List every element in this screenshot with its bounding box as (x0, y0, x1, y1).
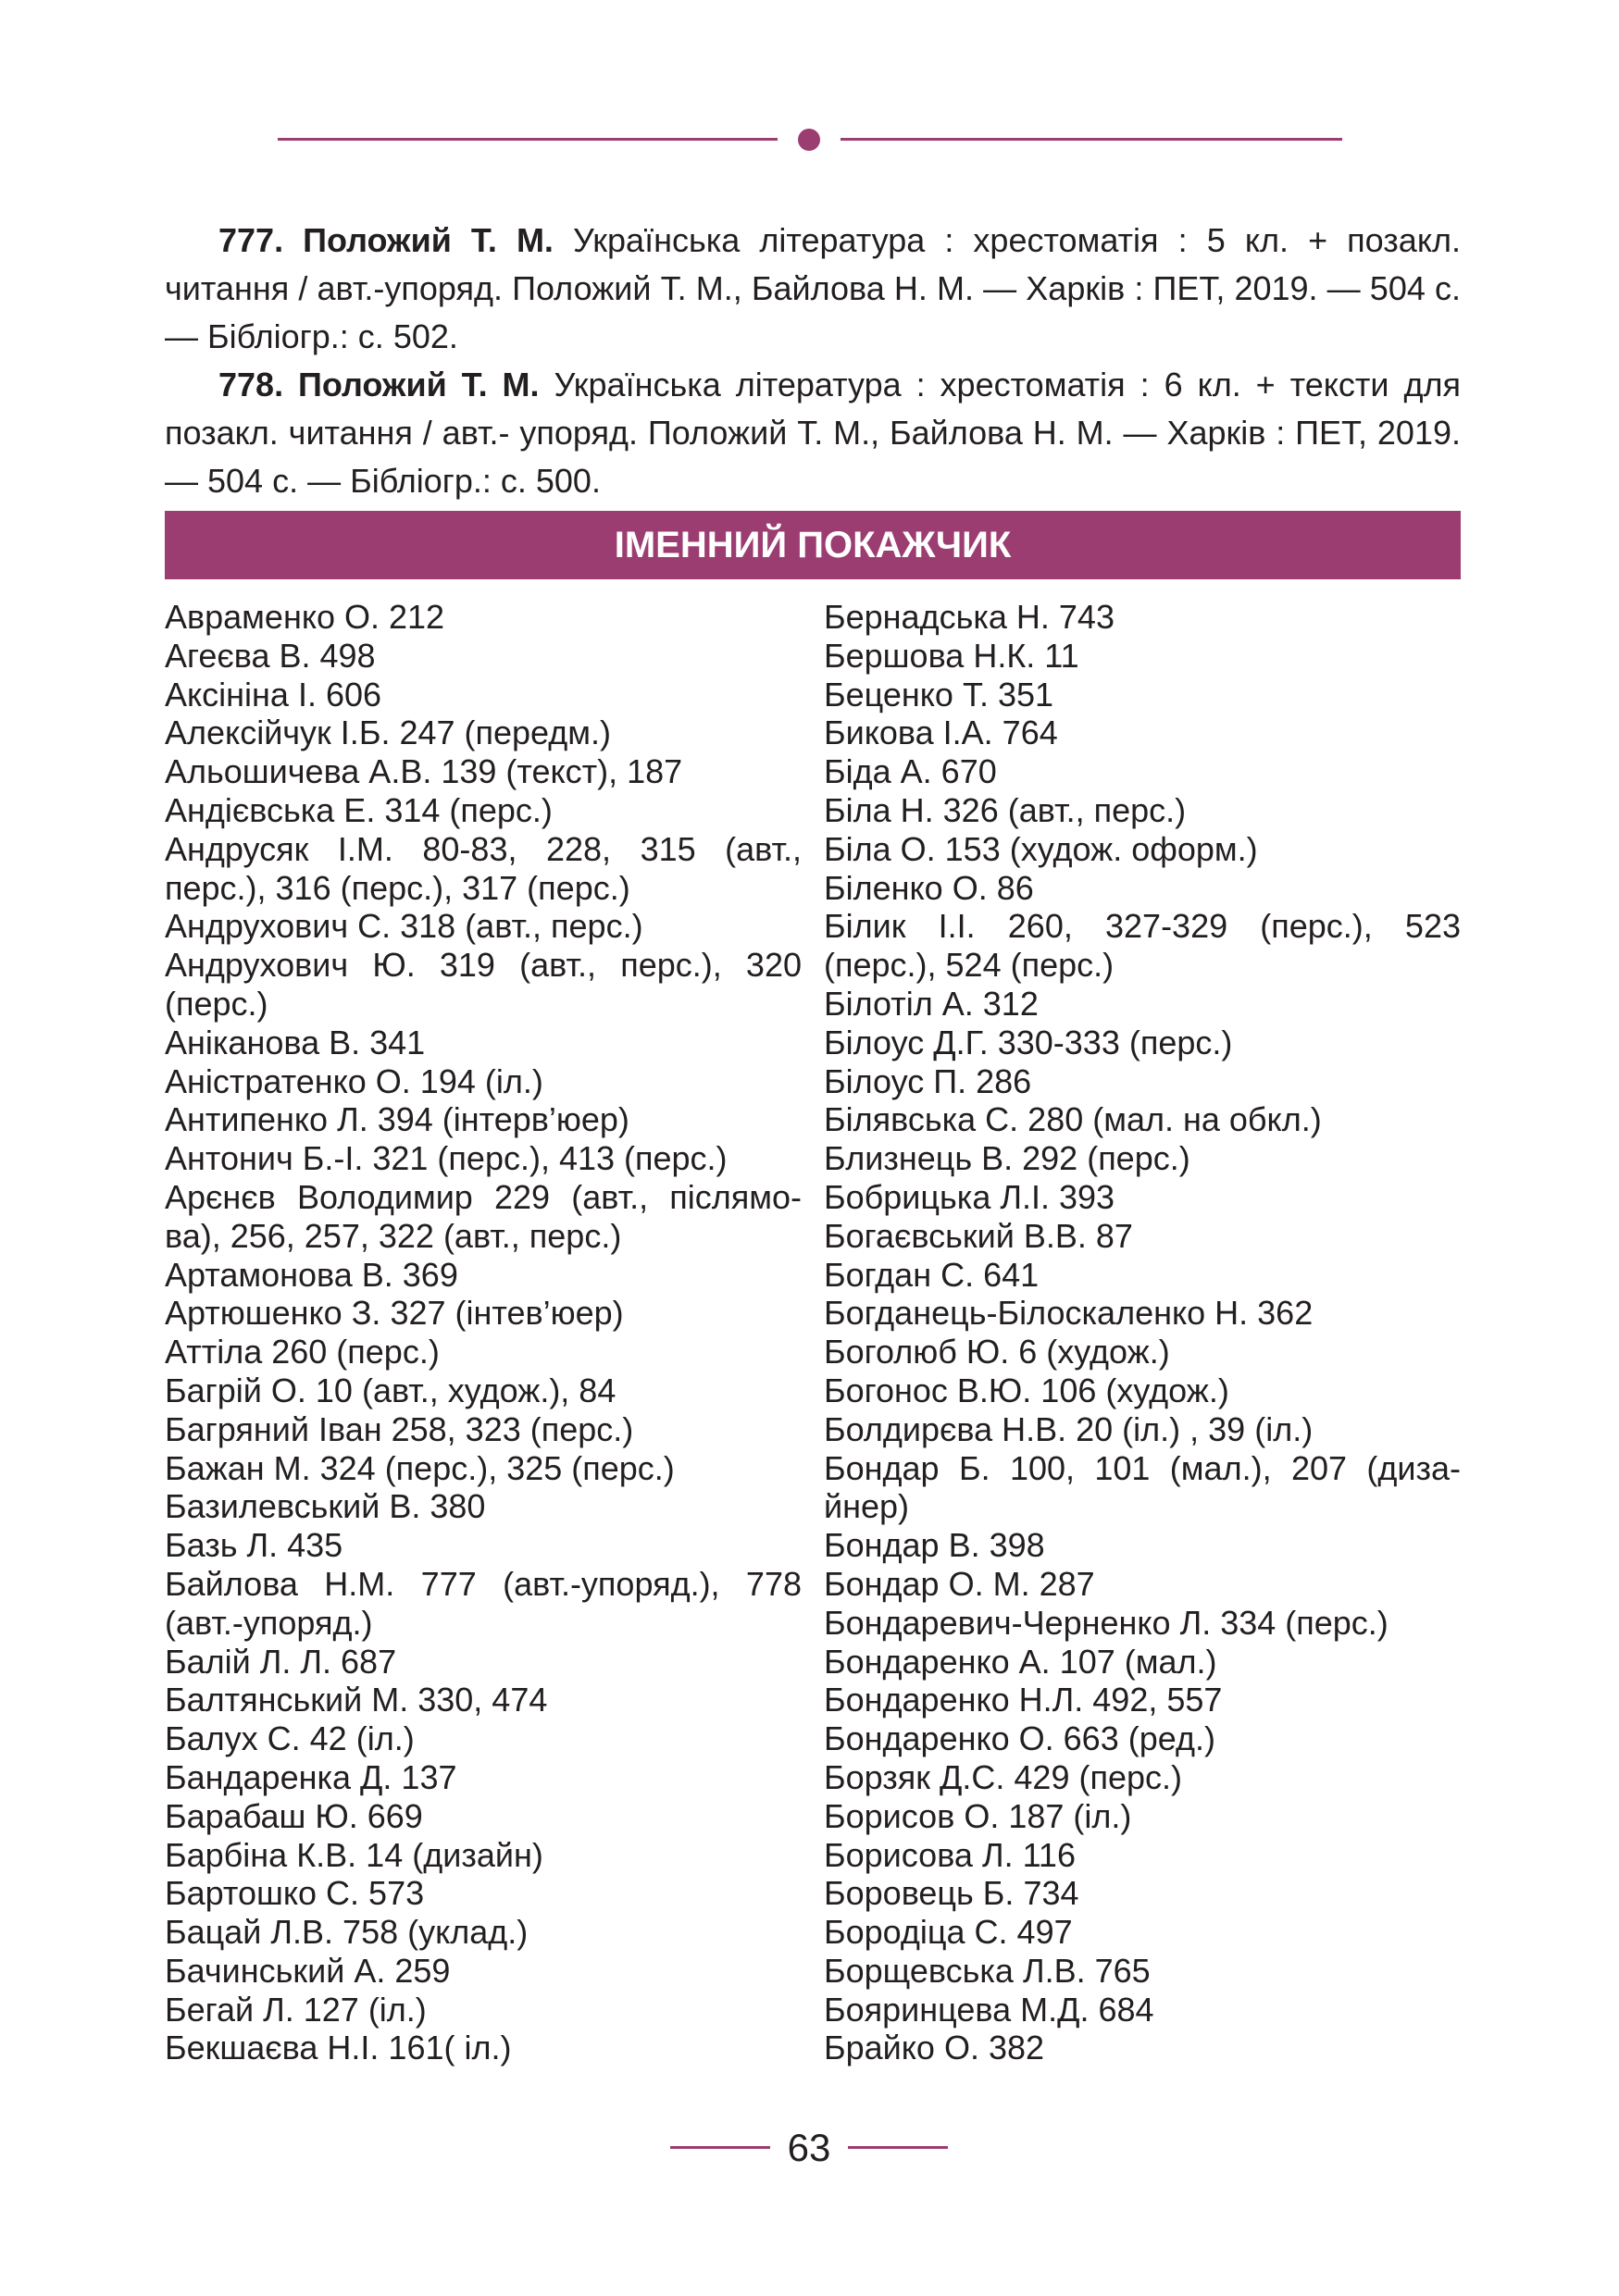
index-entry: Барабаш Ю. 669 (165, 1796, 423, 1835)
index-entry: Білявська С. 280 (мал. на обкл.) (824, 1100, 1322, 1139)
index-entry: Білик І.І. 260, 327-329 (перс.), 523 (перс.), 524 (перс.) (824, 907, 1461, 985)
index-entry: Базилевський В. 380 (165, 1487, 486, 1526)
index-entry: Багряний Іван 258, 323 (перс.) (165, 1409, 634, 1448)
top-ornament (278, 128, 1342, 152)
index-entry: Біленко О. 86 (824, 868, 1034, 907)
page-number: 63 (787, 2126, 831, 2169)
index-column-left (165, 598, 802, 2067)
entry-author: Положий Т. М. (303, 221, 554, 259)
index-entry: Бегай Л. 127 (іл.) (165, 1990, 427, 2029)
index-entry: Бернадська Н. 743 (824, 598, 1115, 636)
index-entry: Боголюб Ю. 6 (худож.) (824, 1333, 1170, 1371)
index-entry: Бацай Л.В. 758 (уклад.) (165, 1913, 529, 1952)
index-entry: Богонос В.Ю. 106 (худож.) (824, 1371, 1229, 1409)
index-entry: Бондаренко О. 663 (ред.) (824, 1719, 1215, 1758)
index-entry: Аксініна І. 606 (165, 675, 382, 714)
index-entry: Беценко Т. 351 (824, 675, 1054, 714)
entry-text: Українська література : хрестоматія : 5 кл. + позакл. читання / авт.-упоряд. Положий Т. М., Байлова Н. М. — Харків : ПЕТ, 2019. — 504 с. — Бібліогр.: с. 502. (165, 221, 1461, 355)
index-entry: Богданець-Білоскаленко Н. 362 (824, 1294, 1314, 1333)
bibliography-entry (165, 361, 1461, 505)
index-entry: Богаєвський В.В. 87 (824, 1216, 1133, 1255)
index-entry: Білотіл А. 312 (824, 984, 1039, 1023)
index-entry: Бородіца С. 497 (824, 1913, 1073, 1952)
index-entry: Авраменко О. 212 (165, 598, 445, 636)
index-entry: Бобрицька Л.І. 393 (824, 1177, 1115, 1216)
index-entry: Біла О. 153 (худож. оформ.) (824, 829, 1258, 868)
index-entry: Андієвська Е. 314 (перс.) (165, 790, 553, 829)
page-footer (670, 2125, 948, 2171)
index-entry: Балій Л. Л. 687 (165, 1642, 397, 1681)
entry-author: Положий Т. М. (298, 366, 540, 403)
index-entry: Брайко О. 382 (824, 2029, 1045, 2067)
index-entry: Багрій О. 10 (авт., худож.), 84 (165, 1371, 616, 1409)
index-entry: Бикова І.А. 764 (824, 714, 1058, 752)
index-entry: Аністратенко О. 194 (іл.) (165, 1061, 543, 1100)
index-entry: Артамонова В. 369 (165, 1255, 458, 1294)
index-entry: Біла Н. 326 (авт., перс.) (824, 790, 1187, 829)
index-entry: Боровець Б. 734 (824, 1874, 1079, 1913)
index-entry: Балух С. 42 (іл.) (165, 1719, 415, 1758)
index-entry: Андрусяк І.М. 80-83, 228, 315 (авт., перс.), 316 (перс.), 317 (перс.) (165, 829, 802, 907)
footer-line-left (670, 2146, 770, 2149)
index-entry: Борщевська Л.В. 765 (824, 1951, 1151, 1990)
entry-number: 778. (218, 366, 284, 403)
index-entry: Аттіла 260 (перс.) (165, 1333, 440, 1371)
index-entry: Антипенко Л. 394 (інтерв’юер) (165, 1100, 629, 1139)
index-entry: Бартошко С. 573 (165, 1874, 425, 1913)
index-entry: Борзяк Д.С. 429 (перс.) (824, 1757, 1182, 1796)
index-entry: Біда А. 670 (824, 752, 997, 791)
index-entry: Андрухович Ю. 319 (авт., перс.), 320 (перс.) (165, 946, 802, 1023)
index-entry: Богдан С. 641 (824, 1255, 1040, 1294)
entry-number: 777. (218, 221, 284, 259)
index-entry: Бандаренка Д. 137 (165, 1757, 457, 1796)
footer-line-right (848, 2146, 948, 2149)
index-entry: Бондар Б. 100, 101 (мал.), 207 (диза-йнер) (824, 1448, 1461, 1526)
entry-text: Українська література : хрестоматія : 6 кл. + тексти для позакл. читання / авт.- упоряд. Положий Т. М., Байлова Н. М. — Харків : ПЕТ, 2019. — 504 с. — Бібліогр.: с. 500. (165, 366, 1461, 500)
ornament-line-right (841, 138, 1342, 141)
ornament-line-left (278, 138, 778, 141)
index-entry: Білоус Д.Г. 330-333 (перс.) (824, 1023, 1233, 1061)
index-entry: Бондаренко А. 107 (мал.) (824, 1642, 1217, 1681)
index-entry: Андрухович С. 318 (авт., перс.) (165, 907, 643, 946)
index-column-right (824, 598, 1461, 2067)
index-entry: Барбіна К.В. 14 (дизайн) (165, 1835, 543, 1874)
index-entry: Бондар В. 398 (824, 1526, 1045, 1565)
index-entry: Антонич Б.-І. 321 (перс.), 413 (перс.) (165, 1139, 728, 1178)
section-banner: ІМЕННИЙ ПОКАЖЧИК (165, 511, 1461, 579)
index-entry: Бондар О. М. 287 (824, 1564, 1095, 1603)
index-entry: Арєнєв Володимир 229 (авт., післямо-ва), 256, 257, 322 (авт., перс.) (165, 1177, 802, 1255)
index-entry: Артюшенко З. 327 (інтев’юер) (165, 1294, 624, 1333)
bibliography-entry (165, 217, 1461, 361)
index-entry: Алексійчук І.Б. 247 (передм.) (165, 714, 612, 752)
index-entry: Борисов О. 187 (іл.) (824, 1796, 1132, 1835)
index-entry: Борисова Л. 116 (824, 1835, 1076, 1874)
index-entry: Байлова Н.М. 777 (авт.-упоряд.), 778 (авт.-упоряд.) (165, 1564, 802, 1642)
index-entry: Бояринцева М.Д. 684 (824, 1990, 1154, 2029)
index-entry: Базь Л. 435 (165, 1526, 343, 1565)
index-entry: Бондаренко Н.Л. 492, 557 (824, 1681, 1223, 1719)
index-entry: Бажан М. 324 (перс.), 325 (перс.) (165, 1448, 675, 1487)
ornament-dot (798, 129, 820, 151)
index-entry: Альошичева А.В. 139 (текст), 187 (165, 752, 683, 791)
index-entry: Бершова Н.К. 11 (824, 636, 1079, 675)
index-entry: Бачинський А. 259 (165, 1951, 451, 1990)
index-entry: Болдирєва Н.В. 20 (іл.) , 39 (іл.) (824, 1409, 1314, 1448)
bibliography-entries (165, 217, 1461, 505)
index-entry: Балтянський М. 330, 474 (165, 1681, 548, 1719)
index-entry: Бекшаєва Н.І. 161( іл.) (165, 2029, 512, 2067)
index-entry: Білоус П. 286 (824, 1061, 1032, 1100)
index-entry: Аніканова В. 341 (165, 1023, 426, 1061)
index-entry: Близнець В. 292 (перс.) (824, 1139, 1190, 1178)
index-entry: Бондаревич-Черненко Л. 334 (перс.) (824, 1603, 1389, 1642)
index-entry: Агеєва В. 498 (165, 636, 376, 675)
